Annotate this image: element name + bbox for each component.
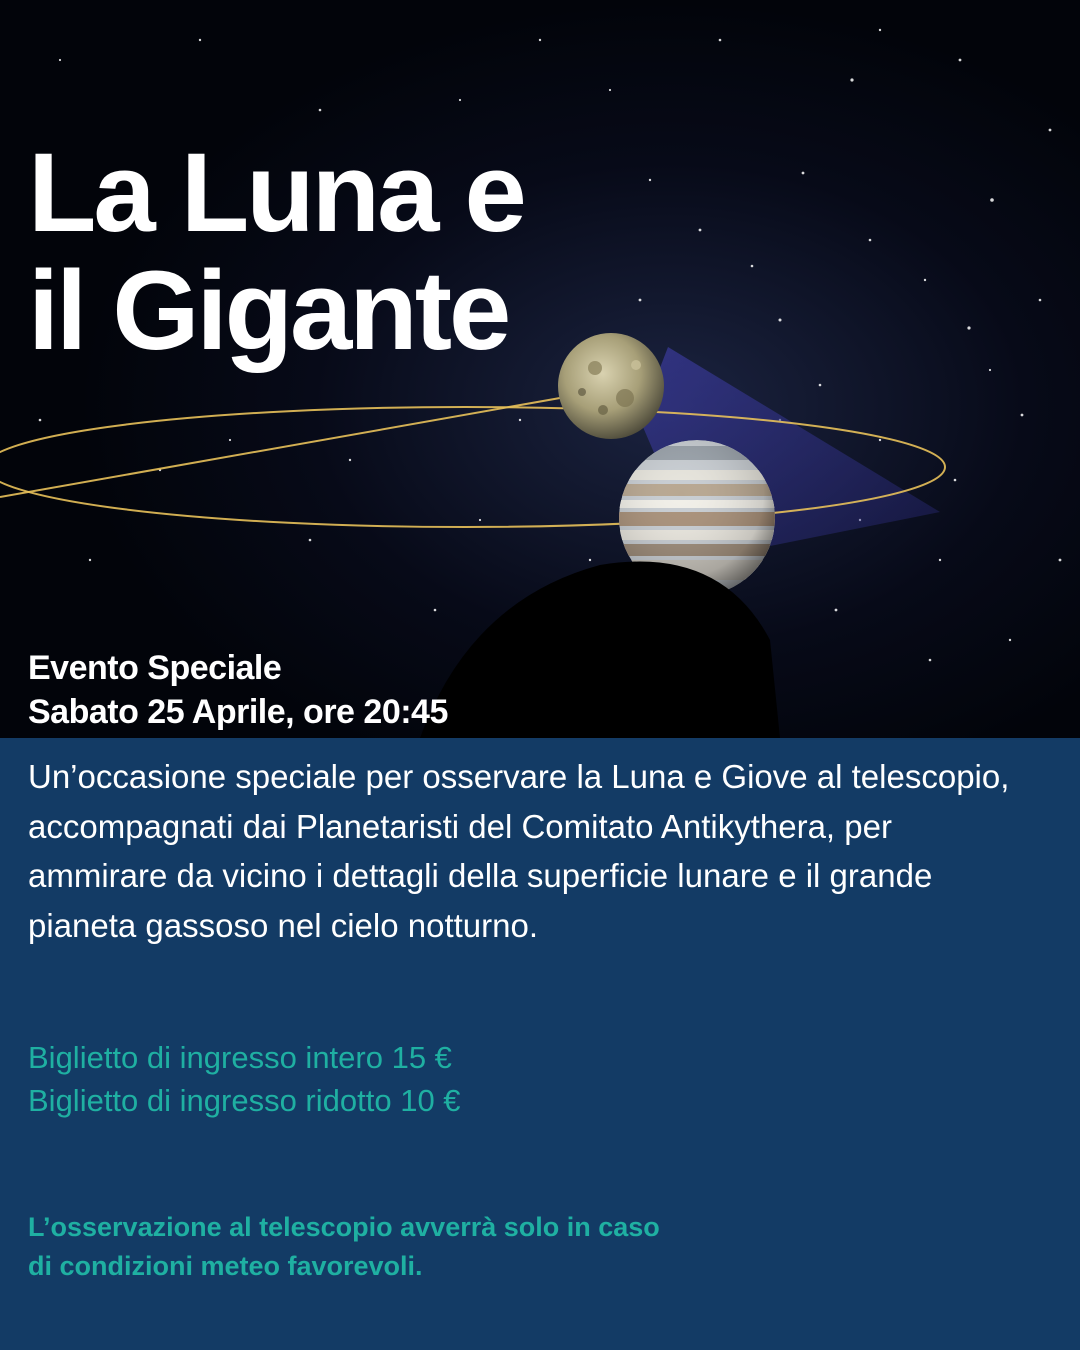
- info-panel: [0, 738, 1080, 1350]
- weather-note-line-1: L’osservazione al telescopio avverrà solo in caso: [28, 1212, 660, 1242]
- ticket-prices: [28, 1036, 461, 1122]
- weather-note: [28, 1208, 660, 1286]
- price-reduced: Biglietto di ingresso ridotto 10 €: [28, 1083, 461, 1118]
- price-full: Biglietto di ingresso intero 15 €: [28, 1040, 452, 1075]
- event-label: Evento Speciale: [28, 649, 282, 687]
- moon-io: [558, 333, 664, 439]
- weather-note-line-2: di condizioni meteo favorevoli.: [28, 1251, 423, 1281]
- event-description: Un’occasione speciale per osservare la Luna e Giove al telescopio, accompagnati dai Planetaristi del Comitato Antikythera, per ammirare da vicino i dettagli della superficie lunare e il grande pianeta gassoso nel cielo notturno.: [28, 758, 1010, 944]
- event-info: [28, 646, 448, 734]
- event-datetime: Sabato 25 Aprile, ore 20:45: [28, 693, 448, 731]
- title-line-1: La Luna e: [28, 130, 524, 255]
- title-line-2: il Gigante: [28, 248, 509, 373]
- poster-title: [28, 130, 524, 373]
